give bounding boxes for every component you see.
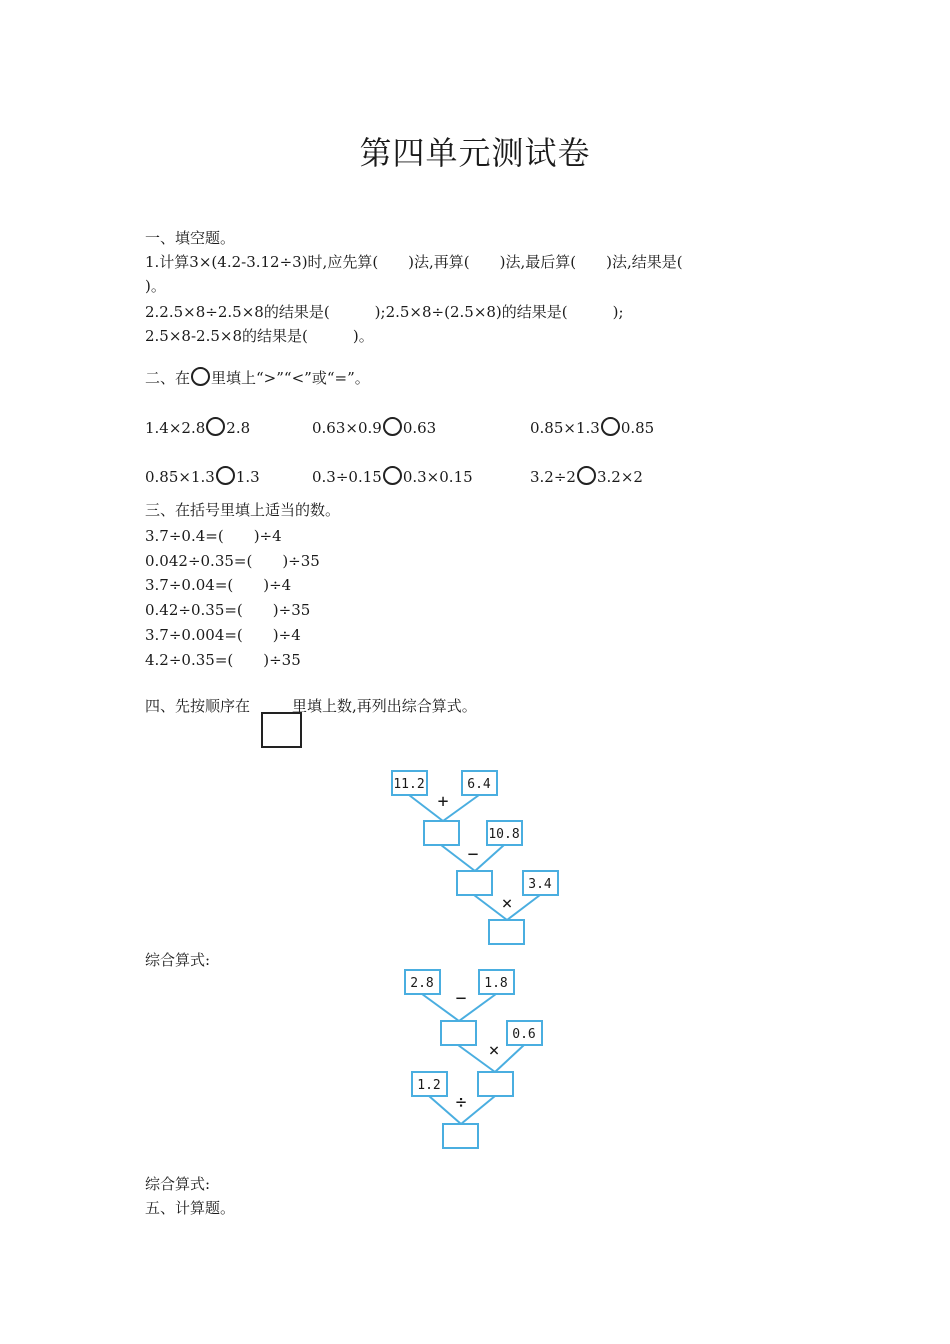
tree2-value-d: 1.2 [417,1078,441,1093]
compare-right: 0.3×0.15 [402,468,473,486]
fill-item: 3.7÷0.4=( )÷4 [145,527,282,545]
section-2-heading-b: 里填上“>”“<”或“=”。 [211,369,370,387]
section-3-heading: 三、在括号里填上适当的数。 [145,501,341,519]
formula-label-1: 综合算式: [145,951,211,969]
section-1-heading: 一、填空题。 [145,229,236,247]
tree1-op-times: × [501,893,513,914]
compare-left: 3.2÷2 [530,468,576,486]
section-4-heading-b: 里填上数,再列出综合算式。 [292,697,477,715]
formula-label-2: 综合算式: [145,1175,211,1193]
tree1-value-a: 11.2 [393,777,425,792]
question-1-2-cont: 2.5×8-2.5×8的结果是( )。 [145,327,374,345]
fill-item: 3.7÷0.004=( )÷4 [145,626,301,644]
compare-left: 1.4×2.8 [145,419,206,437]
fill-item: 4.2÷0.35=( )÷35 [145,651,301,669]
tree2-value-c: 0.6 [512,1027,536,1042]
tree1-op-minus: − [467,844,479,865]
fill-item: 0.42÷0.35=( )÷35 [145,601,311,619]
tree1-op-plus: + [437,791,449,812]
question-1-1-cont: )。 [145,277,166,295]
tree2-value-b: 1.8 [484,976,508,991]
tree1-value-c: 10.8 [488,827,520,842]
tree2-op-times: × [488,1040,500,1061]
compare-left: 0.63×0.9 [312,419,382,437]
section-4-heading-a: 四、先按顺序在 [145,697,251,715]
tree2-value-a: 2.8 [410,976,434,991]
compare-right: 0.85 [620,419,655,437]
question-1-2: 2.2.5×8÷2.5×8的结果是( );2.5×8÷(2.5×8)的结果是( ); [145,303,624,321]
fill-item: 3.7÷0.04=( )÷4 [145,576,292,594]
compare-left: 0.85×1.3 [530,419,600,437]
compare-left: 0.3÷0.15 [312,468,382,486]
fill-item: 0.042÷0.35=( )÷35 [145,552,320,570]
section-2-heading-a: 二、在 [145,369,191,387]
tree1-value-d: 3.4 [528,877,552,892]
compare-right: 1.3 [235,468,260,486]
tree2-op-divide: ÷ [455,1092,467,1113]
compare-right: 3.2×2 [596,468,643,486]
tree2-op-minus: − [455,988,467,1009]
tree1-value-b: 6.4 [467,777,491,792]
page-title: 第四单元测试卷 [359,134,591,172]
compare-right: 2.8 [226,419,251,437]
compare-left: 0.85×1.3 [145,468,215,486]
question-1-1: 1.计算3×(4.2-3.12÷3)时,应先算( )法,再算( )法,最后算( )法,结果是( [145,253,683,271]
section-5-heading: 五、计算题。 [145,1199,236,1217]
compare-right: 0.63 [402,419,437,437]
